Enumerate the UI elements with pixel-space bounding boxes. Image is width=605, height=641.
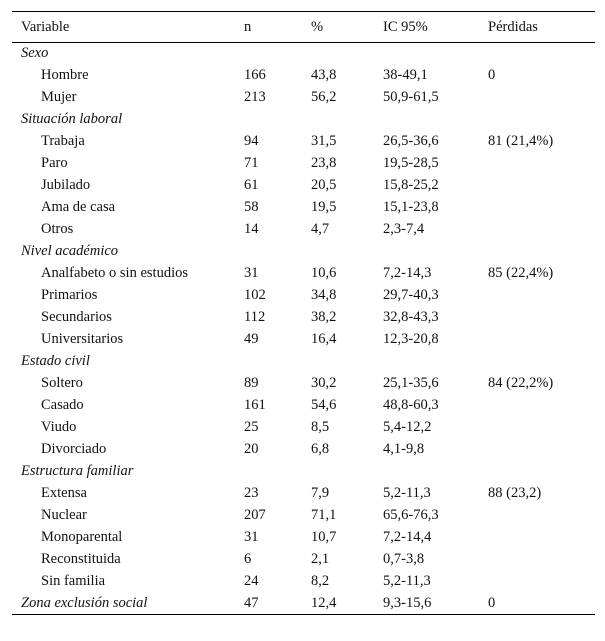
cell-confidence-interval: 5,2-11,3 — [383, 485, 431, 501]
group-label: Estado civil — [21, 353, 90, 369]
cell-confidence-interval: 65,6-76,3 — [383, 507, 439, 523]
header-confidence-interval: IC 95% — [374, 12, 479, 43]
cell-confidence-interval: 38-49,1 — [383, 67, 428, 83]
cell-losses — [479, 505, 595, 527]
header-variable: Variable — [12, 12, 235, 43]
cell-confidence-interval: 50,9-61,5 — [383, 89, 439, 105]
group-label: Nivel académico — [21, 243, 119, 259]
cell-n: 207 — [244, 507, 266, 523]
cell-confidence-interval: 7,2-14,4 — [383, 529, 432, 545]
row-label: Monoparental — [41, 529, 123, 545]
row-label: Casado — [41, 397, 84, 413]
cell-percent — [302, 109, 374, 131]
row-label: Reconstituida — [41, 551, 121, 567]
cell-n — [235, 241, 302, 263]
cell-confidence-interval: 0,7-3,8 — [383, 551, 425, 567]
row-label: Extensa — [41, 485, 87, 501]
table-group-row — [12, 351, 595, 373]
cell-n: 24 — [244, 573, 259, 589]
row-label: Primarios — [41, 287, 98, 303]
table-row — [12, 505, 595, 527]
table-row — [12, 219, 595, 241]
cell-losses — [479, 307, 595, 329]
cell-losses — [479, 219, 595, 241]
table-group-row — [12, 241, 595, 263]
header-percent: % — [302, 12, 374, 43]
table-row — [12, 197, 595, 219]
cell-percent: 2,1 — [311, 551, 330, 567]
cell-losses — [479, 241, 595, 263]
cell-losses — [479, 417, 595, 439]
cell-losses: 84 (22,2%) — [488, 375, 554, 391]
cell-n: 31 — [244, 529, 259, 545]
row-label: Otros — [41, 221, 74, 237]
table-row — [12, 263, 595, 285]
cell-percent — [302, 241, 374, 263]
header-row — [12, 12, 595, 43]
cell-confidence-interval — [374, 43, 479, 65]
row-label: Jubilado — [41, 177, 91, 193]
cell-percent: 54,6 — [311, 397, 337, 413]
cell-confidence-interval: 5,2-11,3 — [383, 573, 431, 589]
cell-losses — [479, 527, 595, 549]
cell-n — [235, 461, 302, 483]
cell-percent: 10,6 — [311, 265, 337, 281]
cell-losses: 85 (22,4%) — [488, 265, 554, 281]
table-row — [12, 131, 595, 153]
row-label: Nuclear — [41, 507, 87, 523]
table-row — [12, 65, 595, 87]
cell-percent: 20,5 — [311, 177, 337, 193]
cell-percent: 8,2 — [311, 573, 330, 589]
cell-losses — [479, 197, 595, 219]
cell-losses — [479, 395, 595, 417]
table-row — [12, 549, 595, 571]
row-label: Secundarios — [41, 309, 112, 325]
data-table — [12, 11, 595, 615]
cell-confidence-interval: 2,3-7,4 — [383, 221, 425, 237]
cell-confidence-interval — [374, 461, 479, 483]
table-group-row — [12, 109, 595, 131]
cell-losses: 88 (23,2) — [488, 485, 542, 501]
table-group-row — [12, 43, 595, 65]
cell-losses — [479, 153, 595, 175]
cell-confidence-interval — [374, 109, 479, 131]
cell-n: 20 — [244, 441, 259, 457]
row-label: Viudo — [41, 419, 77, 435]
table-row — [12, 373, 595, 395]
cell-percent: 71,1 — [311, 507, 337, 523]
table-row — [12, 307, 595, 329]
cell-n: 23 — [244, 485, 259, 501]
cell-n — [235, 109, 302, 131]
cell-n: 31 — [244, 265, 259, 281]
cell-percent: 4,7 — [311, 221, 330, 237]
cell-n — [235, 43, 302, 65]
cell-percent: 56,2 — [311, 89, 337, 105]
cell-confidence-interval: 48,8-60,3 — [383, 397, 439, 413]
cell-percent: 19,5 — [311, 199, 337, 215]
group-label: Estructura familiar — [21, 463, 134, 479]
cell-losses — [479, 549, 595, 571]
cell-percent: 43,8 — [311, 67, 337, 83]
cell-n: 112 — [244, 309, 266, 325]
cell-percent — [302, 351, 374, 373]
cell-confidence-interval: 25,1-35,6 — [383, 375, 439, 391]
cell-n: 61 — [244, 177, 259, 193]
table-row — [12, 87, 595, 109]
cell-percent: 10,7 — [311, 529, 337, 545]
cell-losses — [479, 351, 595, 373]
table-group-row — [12, 461, 595, 483]
row-label: Divorciado — [41, 441, 107, 457]
cell-losses — [479, 285, 595, 307]
cell-confidence-interval: 32,8-43,3 — [383, 309, 439, 325]
table-row — [12, 439, 595, 461]
group-label: Zona exclusión social — [12, 593, 235, 615]
cell-percent: 7,9 — [311, 485, 330, 501]
cell-losses — [479, 439, 595, 461]
cell-n: 14 — [244, 221, 259, 237]
table-row — [12, 527, 595, 549]
cell-losses — [479, 329, 595, 351]
table-row — [12, 175, 595, 197]
table-row — [12, 483, 595, 505]
row-label: Soltero — [41, 375, 83, 391]
cell-n: 89 — [244, 375, 259, 391]
table-row — [12, 285, 595, 307]
cell-confidence-interval: 29,7-40,3 — [383, 287, 439, 303]
cell-losses: 0 — [479, 593, 595, 615]
group-label: Situación laboral — [21, 111, 123, 127]
row-label: Trabaja — [41, 133, 85, 149]
cell-confidence-interval — [374, 351, 479, 373]
cell-percent: 16,4 — [311, 331, 337, 347]
cell-n: 49 — [244, 331, 259, 347]
cell-losses — [479, 571, 595, 593]
cell-percent: 38,2 — [311, 309, 337, 325]
cell-percent: 31,5 — [311, 133, 337, 149]
cell-confidence-interval: 15,1-23,8 — [383, 199, 439, 215]
cell-losses: 81 (21,4%) — [488, 133, 554, 149]
cell-confidence-interval: 26,5-36,6 — [383, 133, 439, 149]
row-label: Hombre — [41, 67, 89, 83]
cell-percent: 23,8 — [311, 155, 337, 171]
cell-n: 102 — [244, 287, 266, 303]
row-label: Analfabeto o sin estudios — [41, 265, 188, 281]
row-label: Paro — [41, 155, 68, 171]
cell-n: 47 — [235, 593, 302, 615]
cell-n: 71 — [244, 155, 259, 171]
cell-confidence-interval — [374, 241, 479, 263]
cell-n — [235, 351, 302, 373]
table-header — [12, 12, 595, 43]
table-body — [12, 43, 595, 615]
table-row — [12, 329, 595, 351]
table-row — [12, 395, 595, 417]
cell-n: 6 — [244, 551, 252, 567]
header-losses: Pérdidas — [479, 12, 595, 43]
cell-percent — [302, 43, 374, 65]
cell-percent: 6,8 — [311, 441, 330, 457]
cell-percent — [302, 461, 374, 483]
row-label: Ama de casa — [41, 199, 116, 215]
table-row — [12, 417, 595, 439]
cell-losses — [479, 175, 595, 197]
cell-confidence-interval: 7,2-14,3 — [383, 265, 432, 281]
group-label: Sexo — [21, 45, 49, 62]
cell-losses — [479, 43, 595, 65]
cell-percent: 12,4 — [302, 593, 374, 615]
cell-confidence-interval: 12,3-20,8 — [383, 331, 439, 347]
cell-confidence-interval: 15,8-25,2 — [383, 177, 439, 193]
cell-n: 58 — [244, 199, 259, 215]
table-row — [12, 571, 595, 593]
header-n: n — [235, 12, 302, 43]
row-label: Sin familia — [41, 573, 106, 589]
cell-n: 25 — [244, 419, 259, 435]
cell-n: 213 — [244, 89, 266, 105]
cell-confidence-interval: 5,4-12,2 — [383, 419, 432, 435]
row-label: Universitarios — [41, 331, 124, 347]
cell-percent: 30,2 — [311, 375, 337, 391]
cell-n: 161 — [244, 397, 266, 413]
cell-confidence-interval: 19,5-28,5 — [383, 155, 439, 171]
cell-losses — [479, 87, 595, 109]
table-row — [12, 153, 595, 175]
cell-confidence-interval: 4,1-9,8 — [383, 441, 425, 457]
cell-percent: 34,8 — [311, 287, 337, 303]
cell-n: 166 — [244, 67, 266, 83]
cell-losses — [479, 109, 595, 131]
cell-losses: 0 — [488, 67, 496, 83]
table-group-row — [12, 593, 595, 615]
row-label: Mujer — [41, 89, 77, 105]
cell-n: 94 — [244, 133, 259, 149]
cell-percent: 8,5 — [311, 419, 330, 435]
cell-losses — [479, 461, 595, 483]
cell-confidence-interval: 9,3-15,6 — [374, 593, 479, 615]
